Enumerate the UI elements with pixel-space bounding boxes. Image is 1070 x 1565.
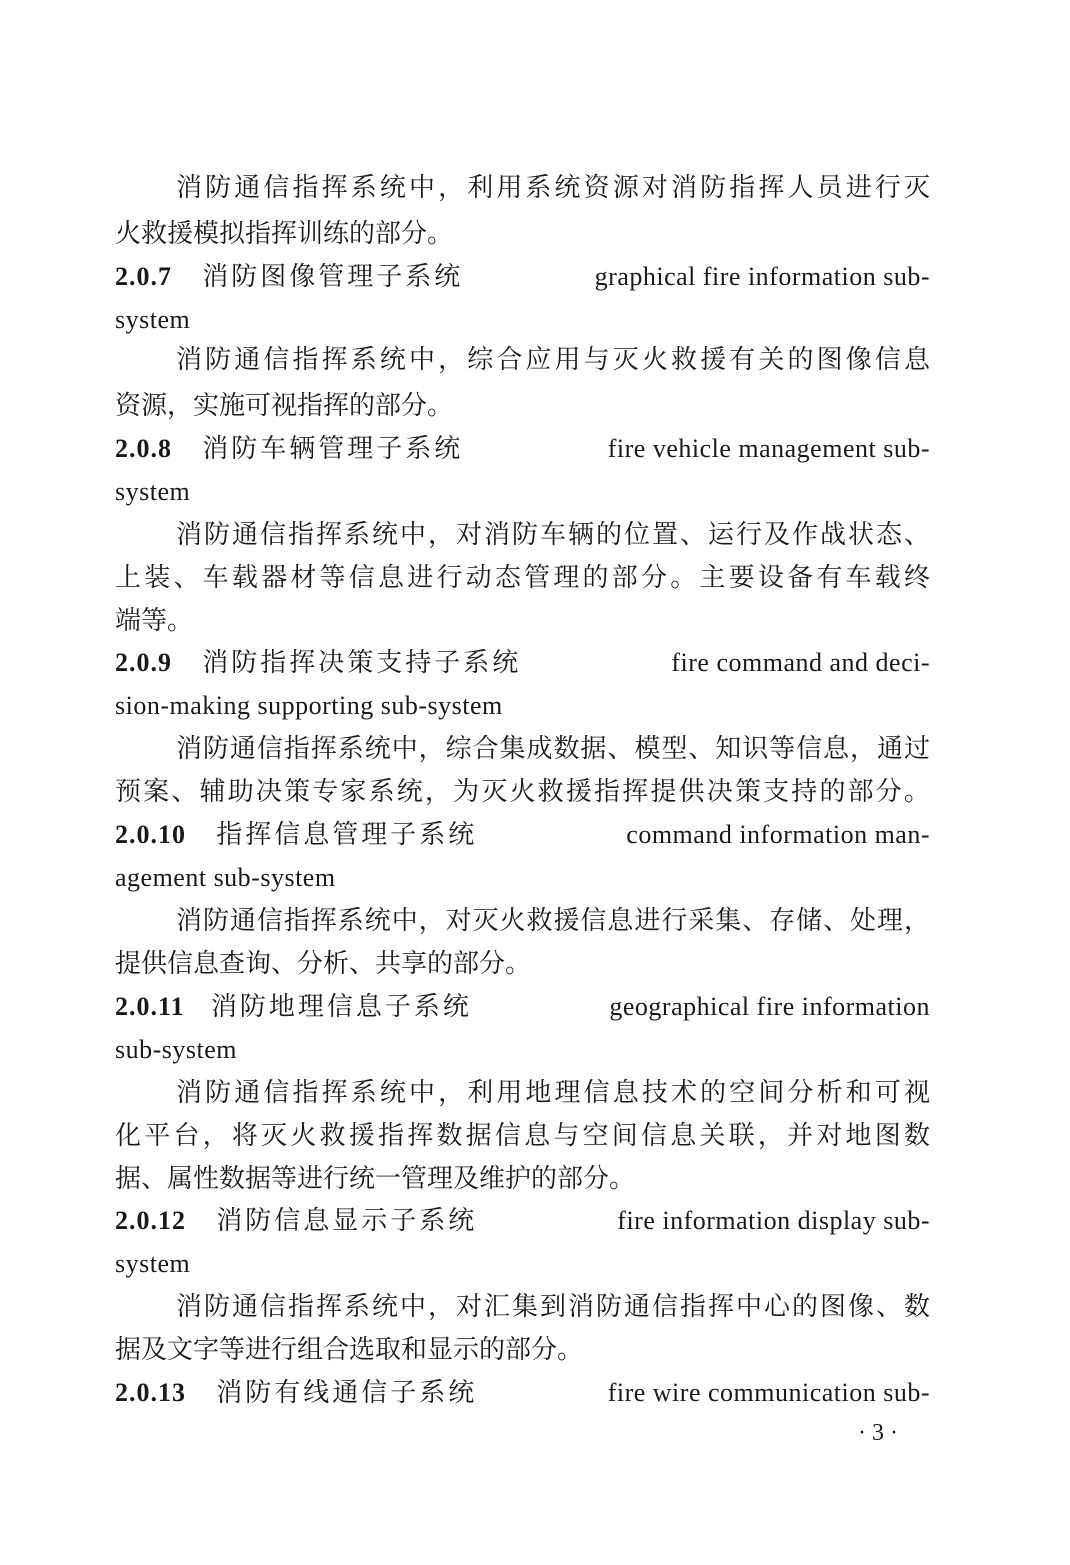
term-heading	[115, 1203, 930, 1239]
paragraph-line: 化平台，将灭火救援指挥数据信息与空间信息关联，并对地图数	[115, 1121, 930, 1151]
term-heading	[115, 431, 930, 467]
term-chinese-title: 消防有线通信子系统	[216, 1378, 478, 1408]
term-english-continuation: sub-system	[115, 1035, 237, 1064]
paragraph-line: 消防通信指挥系统中，对汇集到消防通信指挥中心的图像、数	[176, 1292, 930, 1322]
term-english-title: fire information display sub-	[617, 1206, 930, 1235]
term-number: 2.0.13	[115, 1378, 186, 1407]
term-number: 2.0.8	[115, 434, 172, 463]
paragraph-line: 据及文字等进行组合选取和显示的部分。	[115, 1335, 584, 1365]
term-number: 2.0.9	[115, 648, 172, 677]
paragraph-line: 火救援模拟指挥训练的部分。	[115, 219, 454, 249]
term-chinese-title: 指挥信息管理子系统	[216, 820, 478, 850]
term-number: 2.0.7	[115, 262, 172, 291]
term-number: 2.0.10	[115, 820, 186, 849]
term-heading	[115, 1375, 930, 1411]
term-heading	[115, 817, 930, 853]
term-english-continuation: agement sub-system	[115, 863, 336, 892]
term-english-title: fire vehicle management sub-	[607, 434, 930, 463]
term-english-continuation: system	[115, 1249, 191, 1278]
term-chinese-title: 消防车辆管理子系统	[202, 434, 464, 464]
paragraph-line: 消防通信指挥系统中，综合应用与灭火救援有关的图像信息	[176, 345, 930, 375]
paragraph-line: 消防通信指挥系统中，综合集成数据、模型、知识等信息，通过	[176, 734, 930, 764]
term-heading	[115, 645, 930, 681]
paragraph-line: 预案、辅助决策专家系统，为灭火救援指挥提供决策支持的部分。	[115, 777, 930, 807]
term-english-continuation: system	[115, 305, 191, 334]
term-chinese-title: 消防信息显示子系统	[216, 1206, 478, 1236]
term-english-title: graphical fire information sub-	[594, 262, 930, 291]
term-heading	[115, 259, 930, 295]
paragraph-line: 消防通信指挥系统中，对消防车辆的位置、运行及作战状态、	[176, 520, 930, 550]
term-chinese-title: 消防地理信息子系统	[210, 992, 472, 1022]
paragraph-line: 消防通信指挥系统中，对灭火救援信息进行采集、存储、处理，	[176, 906, 930, 936]
paragraph-line: 消防通信指挥系统中，利用地理信息技术的空间分析和可视	[176, 1078, 930, 1108]
paragraph-line: 据、属性数据等进行统一管理及维护的部分。	[115, 1164, 636, 1194]
paragraph-line: 上装、车载器材等信息进行动态管理的部分。主要设备有车载终	[115, 563, 930, 593]
page-number: · 3 ·	[858, 1420, 898, 1446]
term-chinese-title: 消防图像管理子系统	[202, 262, 464, 292]
term-english-title: command information man-	[626, 820, 930, 849]
paragraph-line: 提供信息查询、分析、共享的部分。	[115, 949, 532, 979]
term-english-continuation: sion-making supporting sub-system	[115, 691, 503, 720]
term-heading	[115, 989, 930, 1025]
term-english-title: fire wire communication sub-	[607, 1378, 930, 1407]
term-number: 2.0.12	[115, 1206, 186, 1235]
term-number: 2.0.11	[115, 992, 185, 1021]
paragraph-line: 端等。	[115, 606, 194, 636]
paragraph-line: 资源，实施可视指挥的部分。	[115, 391, 454, 421]
term-english-title: geographical fire information	[609, 992, 930, 1021]
paragraph-line: 消防通信指挥系统中，利用系统资源对消防指挥人员进行灭	[176, 173, 930, 203]
term-english-title: fire command and deci-	[671, 648, 930, 677]
term-chinese-title: 消防指挥决策支持子系统	[202, 648, 522, 678]
term-english-continuation: system	[115, 477, 191, 506]
